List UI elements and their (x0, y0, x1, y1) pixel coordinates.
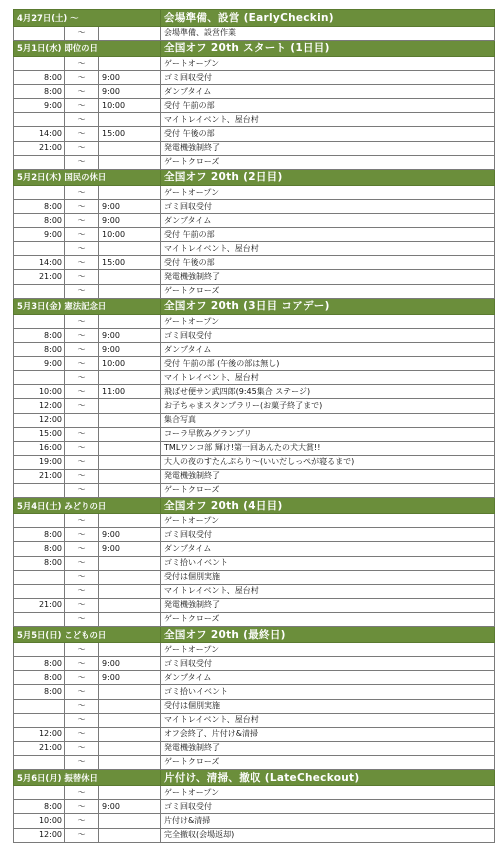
range-tilde: ～ (65, 612, 99, 626)
schedule-row (14, 598, 495, 612)
activity-text: TMLワンコ部 輝け!第一回あんたの犬大賞!! (161, 441, 495, 455)
start-time: 15:00 (14, 427, 65, 441)
start-time (14, 514, 65, 528)
schedule-row (14, 657, 495, 671)
activity-text: 発電機強制終了 (161, 469, 495, 483)
activity-text: ゴミ拾いイベント (161, 556, 495, 570)
schedule-row (14, 671, 495, 685)
end-time (99, 643, 161, 657)
day-title: 全国オフ 20th (最終日) (161, 626, 495, 643)
activity-text: ゲートクローズ (161, 284, 495, 298)
start-time (14, 242, 65, 256)
range-tilde: ～ (65, 828, 99, 842)
schedule-row (14, 514, 495, 528)
start-time: 8:00 (14, 556, 65, 570)
start-time (14, 155, 65, 169)
range-tilde: ～ (65, 385, 99, 399)
range-tilde: ～ (65, 741, 99, 755)
range-tilde: ～ (65, 357, 99, 371)
activity-text: 会場準備、設営作業 (161, 26, 495, 40)
range-tilde: ～ (65, 399, 99, 413)
range-tilde: ～ (65, 71, 99, 85)
start-time: 9:00 (14, 99, 65, 113)
range-tilde: ～ (65, 528, 99, 542)
end-time: 10:00 (99, 99, 161, 113)
range-tilde: ～ (65, 514, 99, 528)
end-time (99, 242, 161, 256)
schedule-row (14, 57, 495, 71)
end-time (99, 556, 161, 570)
end-time (99, 814, 161, 828)
day-label: 5月4日(土) みどりの日 (14, 497, 161, 514)
schedule-row (14, 329, 495, 343)
start-time: 10:00 (14, 814, 65, 828)
range-tilde: ～ (65, 256, 99, 270)
activity-text: 集合写真 (161, 413, 495, 427)
start-time: 8:00 (14, 542, 65, 556)
range-tilde: ～ (65, 141, 99, 155)
range-tilde: ～ (65, 556, 99, 570)
end-time: 10:00 (99, 228, 161, 242)
schedule-row (14, 85, 495, 99)
activity-text: 飛ばせ便サン武四郎(9:45集合 ステージ) (161, 385, 495, 399)
end-time (99, 427, 161, 441)
end-time: 9:00 (99, 200, 161, 214)
start-time: 8:00 (14, 685, 65, 699)
schedule-row (14, 643, 495, 657)
activity-text: 受付 午後の部 (161, 256, 495, 270)
activity-text: ゴミ拾いイベント (161, 685, 495, 699)
activity-text: ゲートクローズ (161, 155, 495, 169)
range-tilde: ～ (65, 584, 99, 598)
schedule-row (14, 256, 495, 270)
start-time: 8:00 (14, 329, 65, 343)
schedule-row (14, 727, 495, 741)
day-header-row (14, 169, 495, 186)
schedule-row (14, 141, 495, 155)
range-tilde: ～ (65, 542, 99, 556)
schedule-row (14, 542, 495, 556)
start-time (14, 786, 65, 800)
activity-text: マイトレイベント、屋台村 (161, 242, 495, 256)
range-tilde: ～ (65, 455, 99, 469)
end-time (99, 685, 161, 699)
range-tilde: ～ (65, 483, 99, 497)
start-time: 10:00 (14, 385, 65, 399)
end-time (99, 141, 161, 155)
end-time: 9:00 (99, 671, 161, 685)
start-time: 14:00 (14, 127, 65, 141)
activity-text: ダンプタイム (161, 214, 495, 228)
activity-text: オフ会終了、片付け&清掃 (161, 727, 495, 741)
end-time (99, 584, 161, 598)
activity-text: ゲートオープン (161, 315, 495, 329)
schedule-body (14, 10, 495, 843)
end-time (99, 786, 161, 800)
schedule-row (14, 113, 495, 127)
range-tilde: ～ (65, 270, 99, 284)
activity-text: ゲートオープン (161, 57, 495, 71)
range-tilde: ～ (65, 570, 99, 584)
schedule-row (14, 26, 495, 40)
range-tilde: ～ (65, 786, 99, 800)
day-label: 5月6日(月) 振替休日 (14, 769, 161, 786)
schedule-row (14, 99, 495, 113)
start-time: 21:00 (14, 141, 65, 155)
start-time: 9:00 (14, 228, 65, 242)
range-tilde: ～ (65, 200, 99, 214)
end-time: 11:00 (99, 385, 161, 399)
activity-text: 発電機強制終了 (161, 270, 495, 284)
activity-text: ゴミ回収受付 (161, 657, 495, 671)
activity-text: 受付 午前の部 (午後の部は無し) (161, 357, 495, 371)
activity-text: ゴミ回収受付 (161, 200, 495, 214)
activity-text: マイトレイベント、屋台村 (161, 713, 495, 727)
schedule-row (14, 556, 495, 570)
start-time (14, 570, 65, 584)
range-tilde: ～ (65, 441, 99, 455)
end-time (99, 828, 161, 842)
start-time: 8:00 (14, 800, 65, 814)
day-title: 片付け、清掃、撤収 (LateCheckout) (161, 769, 495, 786)
schedule-row (14, 469, 495, 483)
activity-text: ゴミ回収受付 (161, 71, 495, 85)
range-tilde: ～ (65, 371, 99, 385)
day-header-row (14, 298, 495, 315)
range-tilde: ～ (65, 127, 99, 141)
start-time: 8:00 (14, 657, 65, 671)
schedule-row (14, 385, 495, 399)
end-time (99, 26, 161, 40)
range-tilde: ～ (65, 343, 99, 357)
activity-text: ゲートクローズ (161, 483, 495, 497)
schedule-row (14, 200, 495, 214)
activity-text: コーラ早飲みグランプリ (161, 427, 495, 441)
activity-text: ゲートクローズ (161, 612, 495, 626)
start-time (14, 186, 65, 200)
start-time: 14:00 (14, 256, 65, 270)
day-header-row (14, 40, 495, 57)
schedule-row (14, 612, 495, 626)
range-tilde: ～ (65, 113, 99, 127)
schedule-row (14, 483, 495, 497)
schedule-row (14, 228, 495, 242)
range-tilde: ～ (65, 427, 99, 441)
end-time: 15:00 (99, 256, 161, 270)
end-time (99, 441, 161, 455)
range-tilde: ～ (65, 699, 99, 713)
day-title: 全国オフ 20th (4日目) (161, 497, 495, 514)
end-time (99, 399, 161, 413)
range-tilde: ～ (65, 26, 99, 40)
day-label: 5月2日(木) 国民の休日 (14, 169, 161, 186)
end-time (99, 113, 161, 127)
day-header-row (14, 626, 495, 643)
schedule-row (14, 284, 495, 298)
start-time (14, 713, 65, 727)
start-time: 12:00 (14, 727, 65, 741)
schedule-row (14, 755, 495, 769)
end-time (99, 713, 161, 727)
activity-text: 片付け&清掃 (161, 814, 495, 828)
start-time: 12:00 (14, 399, 65, 413)
activity-text: 受付 午後の部 (161, 127, 495, 141)
schedule-row (14, 127, 495, 141)
schedule-row (14, 570, 495, 584)
day-title: 全国オフ 20th スタート (1日目) (161, 40, 495, 57)
start-time (14, 699, 65, 713)
start-time: 21:00 (14, 270, 65, 284)
range-tilde: ～ (65, 469, 99, 483)
range-tilde: ～ (65, 315, 99, 329)
day-title: 全国オフ 20th (2日目) (161, 169, 495, 186)
end-time: 9:00 (99, 800, 161, 814)
activity-text: お子ちゃまスタンプラリー(お菓子終了まで) (161, 399, 495, 413)
day-title: 会場準備、設営 (EarlyCheckin) (161, 10, 495, 27)
range-tilde: ～ (65, 643, 99, 657)
start-time (14, 284, 65, 298)
end-time (99, 315, 161, 329)
activity-text: ゲートオープン (161, 514, 495, 528)
end-time (99, 57, 161, 71)
range-tilde: ～ (65, 57, 99, 71)
schedule-row (14, 399, 495, 413)
schedule-row (14, 371, 495, 385)
day-label: 5月1日(水) 即位の日 (14, 40, 161, 57)
start-time: 8:00 (14, 343, 65, 357)
start-time: 8:00 (14, 85, 65, 99)
start-time: 21:00 (14, 469, 65, 483)
activity-text: マイトレイベント、屋台村 (161, 371, 495, 385)
end-time (99, 699, 161, 713)
schedule-row (14, 357, 495, 371)
start-time (14, 612, 65, 626)
range-tilde: ～ (65, 685, 99, 699)
start-time: 8:00 (14, 71, 65, 85)
range-tilde: ～ (65, 99, 99, 113)
range-tilde: ～ (65, 727, 99, 741)
end-time: 10:00 (99, 357, 161, 371)
schedule-row (14, 828, 495, 842)
end-time: 9:00 (99, 343, 161, 357)
day-label: 5月3日(金) 憲法記念日 (14, 298, 161, 315)
range-tilde: ～ (65, 800, 99, 814)
schedule-table (13, 9, 495, 843)
end-time: 9:00 (99, 542, 161, 556)
range-tilde: ～ (65, 755, 99, 769)
end-time (99, 155, 161, 169)
end-time (99, 514, 161, 528)
end-time (99, 469, 161, 483)
schedule-row (14, 242, 495, 256)
day-label: 4月27日(土) ～ (14, 10, 161, 27)
start-time: 8:00 (14, 214, 65, 228)
start-time (14, 755, 65, 769)
end-time (99, 570, 161, 584)
start-time (14, 371, 65, 385)
end-time: 15:00 (99, 127, 161, 141)
range-tilde: ～ (65, 85, 99, 99)
start-time (14, 315, 65, 329)
start-time: 12:00 (14, 413, 65, 427)
start-time: 12:00 (14, 828, 65, 842)
activity-text: 発電機強制終了 (161, 141, 495, 155)
activity-text: ゴミ回収受付 (161, 800, 495, 814)
schedule-row (14, 786, 495, 800)
schedule-row (14, 713, 495, 727)
activity-text: ダンプタイム (161, 671, 495, 685)
start-time: 19:00 (14, 455, 65, 469)
range-tilde: ～ (65, 657, 99, 671)
end-time: 9:00 (99, 85, 161, 99)
end-time: 9:00 (99, 71, 161, 85)
end-time: 9:00 (99, 528, 161, 542)
activity-text: ゲートオープン (161, 186, 495, 200)
end-time (99, 612, 161, 626)
start-time (14, 113, 65, 127)
activity-text: マイトレイベント、屋台村 (161, 584, 495, 598)
end-time: 9:00 (99, 214, 161, 228)
start-time: 16:00 (14, 441, 65, 455)
schedule-row (14, 270, 495, 284)
end-time (99, 727, 161, 741)
day-title: 全国オフ 20th (3日目 コアデー) (161, 298, 495, 315)
schedule-row (14, 814, 495, 828)
activity-text: ゲートオープン (161, 786, 495, 800)
schedule-row (14, 741, 495, 755)
activity-text: ダンプタイム (161, 542, 495, 556)
activity-text: 受付 午前の部 (161, 228, 495, 242)
activity-text: ゴミ回収受付 (161, 528, 495, 542)
activity-text: 受付は個別実施 (161, 570, 495, 584)
schedule-row (14, 427, 495, 441)
schedule-row (14, 214, 495, 228)
day-header-row (14, 497, 495, 514)
end-time (99, 284, 161, 298)
schedule-row (14, 413, 495, 427)
activity-text: 完全撤収(会場返却) (161, 828, 495, 842)
activity-text: 発電機強制終了 (161, 598, 495, 612)
schedule-row (14, 186, 495, 200)
end-time (99, 186, 161, 200)
range-tilde: ～ (65, 329, 99, 343)
end-time (99, 741, 161, 755)
schedule-row (14, 71, 495, 85)
range-tilde: ～ (65, 228, 99, 242)
end-time (99, 455, 161, 469)
schedule-row (14, 699, 495, 713)
range-tilde: ～ (65, 671, 99, 685)
end-time (99, 483, 161, 497)
schedule-row (14, 155, 495, 169)
start-time: 21:00 (14, 598, 65, 612)
end-time: 9:00 (99, 657, 161, 671)
range-tilde: ～ (65, 284, 99, 298)
activity-text: 受付は個別実施 (161, 699, 495, 713)
end-time (99, 755, 161, 769)
range-tilde: ～ (65, 186, 99, 200)
schedule-row (14, 800, 495, 814)
activity-text: 発電機強制終了 (161, 741, 495, 755)
start-time (14, 584, 65, 598)
activity-text: 大人の夜のすたんぷらり～(いいだしっぺが寝るまで) (161, 455, 495, 469)
day-header-row (14, 10, 495, 27)
schedule-row (14, 584, 495, 598)
schedule-row (14, 455, 495, 469)
range-tilde: ～ (65, 713, 99, 727)
start-time: 21:00 (14, 741, 65, 755)
start-time: 8:00 (14, 528, 65, 542)
end-time (99, 371, 161, 385)
activity-text: マイトレイベント、屋台村 (161, 113, 495, 127)
end-time (99, 598, 161, 612)
activity-text: ゲートクローズ (161, 755, 495, 769)
end-time: 9:00 (99, 329, 161, 343)
schedule-row (14, 441, 495, 455)
range-tilde: ～ (65, 814, 99, 828)
activity-text: ゴミ回収受付 (161, 329, 495, 343)
activity-text: ダンプタイム (161, 343, 495, 357)
start-time (14, 483, 65, 497)
start-time: 8:00 (14, 200, 65, 214)
start-time: 9:00 (14, 357, 65, 371)
start-time (14, 26, 65, 40)
range-tilde: ～ (65, 598, 99, 612)
schedule-row (14, 343, 495, 357)
schedule-row (14, 685, 495, 699)
start-time (14, 643, 65, 657)
end-time (99, 270, 161, 284)
range-tilde: ～ (65, 214, 99, 228)
start-time: 8:00 (14, 671, 65, 685)
activity-text: ゲートオープン (161, 643, 495, 657)
range-tilde: ～ (65, 155, 99, 169)
schedule-row (14, 315, 495, 329)
activity-text: ダンプタイム (161, 85, 495, 99)
day-label: 5月5日(日) こどもの日 (14, 626, 161, 643)
range-tilde (65, 413, 99, 427)
range-tilde: ～ (65, 242, 99, 256)
activity-text: 受付 午前の部 (161, 99, 495, 113)
end-time (99, 413, 161, 427)
day-header-row (14, 769, 495, 786)
schedule-row (14, 528, 495, 542)
start-time (14, 57, 65, 71)
